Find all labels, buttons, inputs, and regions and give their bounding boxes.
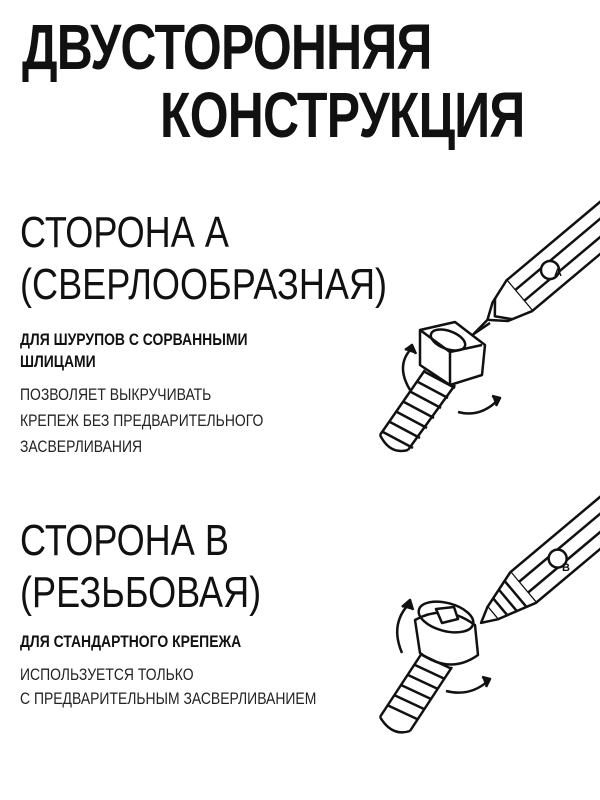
- side-b-rotate-arrow-right: [446, 681, 488, 693]
- title-line-1: ДВУСТОРОННЯЯ: [22, 11, 432, 83]
- side-a-bit-marker: A: [554, 267, 562, 279]
- side-a-heading-line-1: СТОРОНА А: [20, 208, 229, 257]
- side-a-bolt: [380, 322, 485, 451]
- side-b-illustration: [350, 485, 600, 775]
- side-b-subheading-line-1: ДЛЯ СТАНДАРТНОГО КРЕПЕЖА: [20, 632, 242, 651]
- side-a-bit: [461, 190, 600, 349]
- side-b-description-line-1: ИСПОЛЬЗУЕТСЯ ТОЛЬКО: [20, 665, 194, 684]
- side-b-bit: [468, 485, 600, 638]
- side-a-description-line-3: ЗАСВЕРЛИВАНИЯ: [20, 437, 143, 456]
- title-line-2: КОНСТРУКЦИЯ: [160, 79, 525, 151]
- side-a-subheading-line-2: ШЛИЦАМИ: [20, 352, 96, 371]
- side-a-heading-line-2: (СВЕРЛООБРАЗНАЯ): [20, 260, 388, 309]
- side-a-subheading-line-1: ДЛЯ ШУРУПОВ С СОРВАННЫМИ: [20, 330, 248, 349]
- side-a-illustration: [350, 180, 600, 470]
- side-b-bit-marker: B: [562, 562, 570, 574]
- side-b-bolt: [380, 596, 478, 732]
- side-b-heading-line-2: (РЕЗЬБОВАЯ): [20, 568, 262, 617]
- side-a-rotate-arrow-left: [403, 348, 412, 390]
- side-a-rotate-arrow-right: [458, 400, 498, 414]
- side-b-rotate-arrow-left: [397, 605, 408, 653]
- side-b-description-line-2: С ПРЕДВАРИТЕЛЬНЫМ ЗАСВЕРЛИВАНИЕМ: [20, 689, 317, 708]
- side-a-description-line-1: ПОЗВОЛЯЕТ ВЫКРУЧИВАТЬ: [20, 385, 212, 404]
- side-b-heading-line-1: СТОРОНА В: [20, 516, 229, 565]
- side-a-description-line-2: КРЕПЕЖ БЕЗ ПРЕДВАРИТЕЛЬНОГО: [20, 411, 264, 430]
